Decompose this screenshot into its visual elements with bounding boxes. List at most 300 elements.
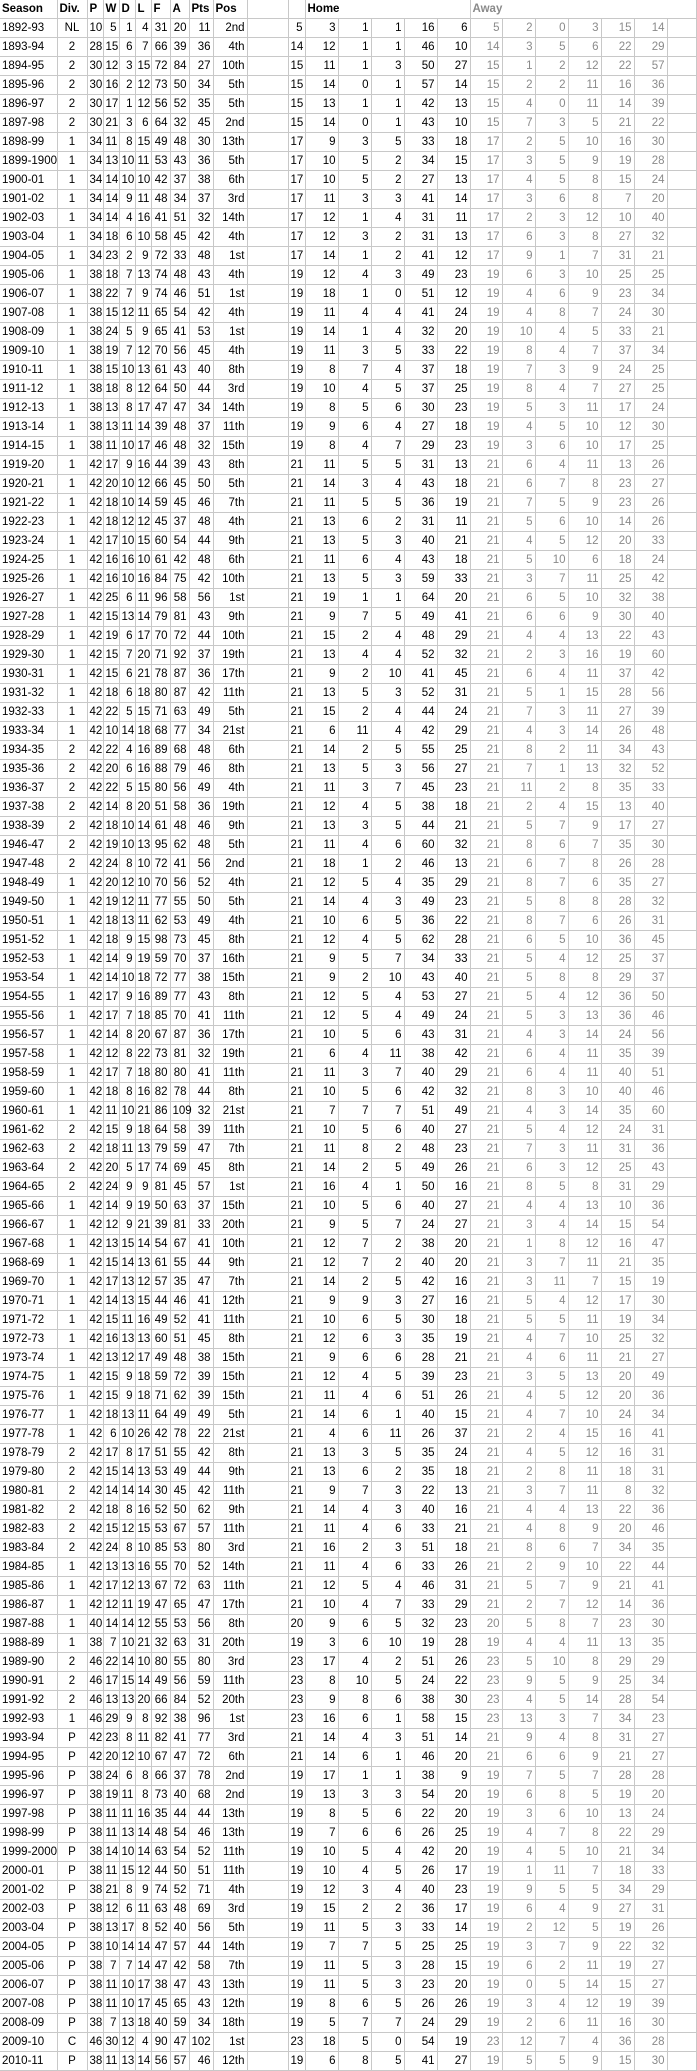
cell-away-p: 21 — [470, 741, 502, 760]
gap-cell — [247, 1007, 288, 1026]
cell-pos: 6th — [213, 1748, 247, 1767]
cell-away-p: 19 — [470, 1824, 502, 1843]
cell-a: 54 — [170, 1843, 189, 1862]
cell-away-d: 8 — [535, 1520, 568, 1539]
cell-d: 12 — [119, 1577, 135, 1596]
cell-home-f: 38 — [404, 1691, 437, 1710]
cell-home-f: 32 — [404, 1615, 437, 1634]
cell-season: 1906-07 — [0, 285, 57, 304]
cell-f: 67 — [151, 1748, 170, 1767]
cell-home-p: 19 — [288, 1976, 305, 1995]
cell-home-w: 15 — [305, 703, 338, 722]
cell-home-d: 7 — [338, 361, 371, 380]
cell-div: 1 — [57, 1406, 87, 1425]
cell-away-p: 17 — [470, 228, 502, 247]
cell-away-d: 4 — [535, 1121, 568, 1140]
table-row — [0, 1957, 696, 1976]
cell-home-f: 37 — [404, 380, 437, 399]
cell-home-l: 7 — [371, 437, 404, 456]
cell-away-d: 10 — [535, 551, 568, 570]
cell-d: 14 — [119, 1653, 135, 1672]
cell-away-a: 33 — [634, 532, 667, 551]
cell-home-a: 16 — [437, 1501, 470, 1520]
cell-home-f: 22 — [404, 1805, 437, 1824]
cell-away-a: 36 — [634, 76, 667, 95]
cell-away-w: 6 — [502, 608, 535, 627]
cell-home-p: 19 — [288, 266, 305, 285]
cell-home-f: 33 — [404, 1520, 437, 1539]
cell-away-f: 23 — [601, 285, 634, 304]
cell-w: 13 — [103, 152, 119, 171]
cell-pts: 50 — [189, 893, 213, 912]
cell-away-l: 14 — [568, 1102, 601, 1121]
cell-p: 38 — [87, 1900, 103, 1919]
cell-home-a: 21 — [437, 532, 470, 551]
cell-f: 49 — [151, 1672, 170, 1691]
table-row — [0, 2033, 696, 2052]
cell-away-w: 6 — [502, 1159, 535, 1178]
cell-home-p: 14 — [288, 38, 305, 57]
cell-w: 14 — [103, 950, 119, 969]
cell-away-a: 39 — [634, 95, 667, 114]
cell-home-a: 25 — [437, 1824, 470, 1843]
cell-away-l: 12 — [568, 1235, 601, 1254]
cell-f: 86 — [151, 1102, 170, 1121]
cell-away-f: 25 — [601, 570, 634, 589]
cell-away-l: 9 — [568, 1520, 601, 1539]
cell-home-d: 3 — [338, 779, 371, 798]
cell-pts: 31 — [189, 1634, 213, 1653]
cell-home-w: 13 — [305, 684, 338, 703]
cell-home-w: 12 — [305, 228, 338, 247]
cell-f: 77 — [151, 893, 170, 912]
table-row — [0, 513, 696, 532]
cell-away-w: 7 — [502, 703, 535, 722]
cell-home-w: 9 — [305, 1691, 338, 1710]
cell-w: 13 — [103, 1691, 119, 1710]
cell-home-w: 10 — [305, 380, 338, 399]
cell-away-w: 5 — [502, 1007, 535, 1026]
cell-home-p: 19 — [288, 1919, 305, 1938]
cell-away-d: 8 — [535, 969, 568, 988]
cell-a: 62 — [170, 836, 189, 855]
cell-home-d: 0 — [338, 114, 371, 133]
cell-home-p: 17 — [288, 209, 305, 228]
tail-cell — [667, 931, 696, 950]
gap-cell — [247, 1672, 288, 1691]
gap-cell — [247, 817, 288, 836]
cell-home-p: 21 — [288, 836, 305, 855]
cell-f: 50 — [151, 1197, 170, 1216]
cell-l: 18 — [135, 1387, 151, 1406]
cell-w: 13 — [103, 1558, 119, 1577]
cell-home-l: 1 — [371, 1178, 404, 1197]
cell-p: 42 — [87, 741, 103, 760]
cell-div: 2 — [57, 114, 87, 133]
cell-home-p: 21 — [288, 1159, 305, 1178]
cell-away-l: 9 — [568, 817, 601, 836]
cell-home-l: 6 — [371, 1520, 404, 1539]
cell-away-l: 8 — [568, 779, 601, 798]
tail-cell — [667, 1729, 696, 1748]
cell-home-w: 12 — [305, 1881, 338, 1900]
cell-away-a: 34 — [634, 1843, 667, 1862]
cell-w: 17 — [103, 1007, 119, 1026]
cell-f: 63 — [151, 1843, 170, 1862]
cell-l: 11 — [135, 304, 151, 323]
cell-f: 40 — [151, 2014, 170, 2033]
cell-home-a: 27 — [437, 2052, 470, 2071]
cell-a: 63 — [170, 703, 189, 722]
cell-away-w: 5 — [502, 2052, 535, 2071]
cell-season: 2008-09 — [0, 2014, 57, 2033]
cell-home-p: 21 — [288, 931, 305, 950]
gap-cell — [247, 38, 288, 57]
cell-home-a: 19 — [437, 2033, 470, 2052]
cell-pos: 2nd — [213, 114, 247, 133]
cell-p: 42 — [87, 1406, 103, 1425]
cell-away-w: 8 — [502, 836, 535, 855]
cell-away-w: 1 — [502, 1862, 535, 1881]
cell-home-a: 18 — [437, 1539, 470, 1558]
cell-home-w: 3 — [305, 19, 338, 38]
cell-l: 13 — [135, 836, 151, 855]
gap-cell — [247, 1634, 288, 1653]
cell-season: 1996-97 — [0, 1786, 57, 1805]
cell-season: 1912-13 — [0, 399, 57, 418]
cell-home-d: 1 — [338, 247, 371, 266]
table-row — [0, 1824, 696, 1843]
cell-away-f: 19 — [601, 1311, 634, 1330]
cell-away-w: 5 — [502, 969, 535, 988]
cell-pos: 6th — [213, 741, 247, 760]
cell-away-a: 25 — [634, 380, 667, 399]
cell-w: 12 — [103, 1045, 119, 1064]
cell-away-p: 19 — [470, 399, 502, 418]
cell-away-l: 12 — [568, 1292, 601, 1311]
cell-home-d: 3 — [338, 1786, 371, 1805]
cell-home-a: 23 — [437, 1615, 470, 1634]
cell-home-p: 21 — [288, 1273, 305, 1292]
cell-home-l: 5 — [371, 1995, 404, 2014]
cell-home-a: 31 — [437, 684, 470, 703]
cell-a: 45 — [170, 228, 189, 247]
cell-season: 1929-30 — [0, 646, 57, 665]
cell-away-f: 35 — [601, 1045, 634, 1064]
table-row — [0, 836, 696, 855]
cell-p: 42 — [87, 1178, 103, 1197]
cell-home-p: 15 — [288, 57, 305, 76]
cell-f: 56 — [151, 95, 170, 114]
cell-p: 42 — [87, 1596, 103, 1615]
cell-w: 17 — [103, 1577, 119, 1596]
cell-away-d: 3 — [535, 722, 568, 741]
cell-season: 1995-96 — [0, 1767, 57, 1786]
cell-home-p: 17 — [288, 228, 305, 247]
cell-season: 1986-87 — [0, 1596, 57, 1615]
cell-f: 67 — [151, 1026, 170, 1045]
cell-away-p: 21 — [470, 1501, 502, 1520]
cell-a: 67 — [170, 1235, 189, 1254]
gap-cell — [247, 570, 288, 589]
cell-away-l: 9 — [568, 1577, 601, 1596]
cell-away-f: 15 — [601, 1273, 634, 1292]
gap-cell — [247, 437, 288, 456]
cell-season: 1923-24 — [0, 532, 57, 551]
cell-d: 15 — [119, 1862, 135, 1881]
cell-away-a: 35 — [634, 1634, 667, 1653]
cell-l: 12 — [135, 475, 151, 494]
cell-w: 14 — [103, 190, 119, 209]
tail-cell — [667, 874, 696, 893]
cell-d: 14 — [119, 1615, 135, 1634]
cell-home-l: 5 — [371, 1444, 404, 1463]
cell-home-d: 5 — [338, 494, 371, 513]
tail-cell — [667, 722, 696, 741]
cell-away-w: 5 — [502, 1121, 535, 1140]
tail-cell — [667, 304, 696, 323]
cell-away-a: 41 — [634, 1425, 667, 1444]
cell-w: 20 — [103, 1159, 119, 1178]
cell-div: 1 — [57, 665, 87, 684]
cell-l: 26 — [135, 1425, 151, 1444]
cell-div: 2 — [57, 1178, 87, 1197]
gap-cell — [247, 722, 288, 741]
cell-away-l: 5 — [568, 1881, 601, 1900]
cell-home-a: 10 — [437, 38, 470, 57]
table-row — [0, 1615, 696, 1634]
cell-home-l: 6 — [371, 1083, 404, 1102]
cell-home-a: 16 — [437, 1178, 470, 1197]
cell-season: 1959-60 — [0, 1083, 57, 1102]
cell-home-p: 21 — [288, 570, 305, 589]
cell-l: 10 — [135, 551, 151, 570]
cell-d: 11 — [119, 1805, 135, 1824]
cell-d: 14 — [119, 1254, 135, 1273]
table-row — [0, 1938, 696, 1957]
cell-w: 14 — [103, 798, 119, 817]
cell-home-w: 10 — [305, 1197, 338, 1216]
table-row — [0, 399, 696, 418]
cell-home-f: 35 — [404, 1330, 437, 1349]
cell-home-p: 21 — [288, 1121, 305, 1140]
cell-season: 1919-20 — [0, 456, 57, 475]
cell-away-a: 48 — [634, 722, 667, 741]
cell-div: 1 — [57, 171, 87, 190]
cell-home-a: 22 — [437, 912, 470, 931]
gap-cell — [247, 1026, 288, 1045]
cell-away-d: 6 — [535, 1349, 568, 1368]
cell-home-d: 4 — [338, 380, 371, 399]
cell-d: 10 — [119, 836, 135, 855]
cell-season: 1905-06 — [0, 266, 57, 285]
cell-away-a: 32 — [634, 1330, 667, 1349]
tail-cell — [667, 703, 696, 722]
cell-away-l: 8 — [568, 171, 601, 190]
cell-away-f: 18 — [601, 1862, 634, 1881]
cell-home-d: 1 — [338, 1767, 371, 1786]
cell-season: 1956-57 — [0, 1026, 57, 1045]
cell-away-d: 4 — [535, 950, 568, 969]
cell-away-f: 29 — [601, 1653, 634, 1672]
cell-d: 12 — [119, 1349, 135, 1368]
cell-away-d: 5 — [535, 532, 568, 551]
cell-away-p: 19 — [470, 304, 502, 323]
cell-home-p: 21 — [288, 1197, 305, 1216]
cell-away-d: 3 — [535, 1140, 568, 1159]
cell-w: 20 — [103, 475, 119, 494]
cell-away-p: 21 — [470, 1539, 502, 1558]
cell-p: 42 — [87, 1539, 103, 1558]
cell-away-d: 7 — [535, 1254, 568, 1273]
cell-away-l: 12 — [568, 532, 601, 551]
cell-a: 40 — [170, 1786, 189, 1805]
cell-pts: 45 — [189, 114, 213, 133]
cell-away-p: 21 — [470, 1292, 502, 1311]
cell-away-d: 4 — [535, 1045, 568, 1064]
cell-pts: 37 — [189, 190, 213, 209]
cell-season: 1974-75 — [0, 1368, 57, 1387]
table-row — [0, 1083, 696, 1102]
cell-home-l: 10 — [371, 665, 404, 684]
cell-away-p: 23 — [470, 1672, 502, 1691]
cell-pos: 17th — [213, 1596, 247, 1615]
cell-home-l: 1 — [371, 95, 404, 114]
cell-pts: 59 — [189, 1672, 213, 1691]
cell-home-f: 49 — [404, 266, 437, 285]
cell-away-w: 4 — [502, 1824, 535, 1843]
cell-l: 7 — [135, 38, 151, 57]
cell-away-w: 4 — [502, 1026, 535, 1045]
cell-div: 1 — [57, 1083, 87, 1102]
cell-home-d: 2 — [338, 1900, 371, 1919]
cell-d: 10 — [119, 361, 135, 380]
cell-home-w: 9 — [305, 1216, 338, 1235]
cell-d: 8 — [119, 399, 135, 418]
cell-away-p: 19 — [470, 1900, 502, 1919]
cell-pos: 6th — [213, 171, 247, 190]
tail-cell — [667, 1311, 696, 1330]
cell-w: 7 — [103, 2014, 119, 2033]
cell-div: 1 — [57, 969, 87, 988]
cell-f: 42 — [151, 171, 170, 190]
cell-pts: 36 — [189, 1026, 213, 1045]
cell-away-p: 19 — [470, 1786, 502, 1805]
cell-home-p: 19 — [288, 1767, 305, 1786]
cell-home-d: 9 — [338, 1292, 371, 1311]
cell-home-d: 5 — [338, 874, 371, 893]
cell-l: 19 — [135, 1197, 151, 1216]
tail-cell — [667, 1957, 696, 1976]
cell-pts: 32 — [189, 1045, 213, 1064]
cell-away-d: 5 — [535, 1178, 568, 1197]
cell-away-a: 39 — [634, 1995, 667, 2014]
cell-l: 14 — [135, 494, 151, 513]
cell-home-l: 3 — [371, 1976, 404, 1995]
gap-cell — [247, 1938, 288, 1957]
table-row — [0, 1995, 696, 2014]
cell-d: 10 — [119, 1634, 135, 1653]
cell-w: 5 — [103, 19, 119, 38]
cell-pos: 5th — [213, 475, 247, 494]
cell-home-l: 5 — [371, 1311, 404, 1330]
cell-away-l: 8 — [568, 190, 601, 209]
cell-f: 58 — [151, 228, 170, 247]
cell-pos: 14th — [213, 209, 247, 228]
cell-away-w: 8 — [502, 912, 535, 931]
cell-d: 6 — [119, 627, 135, 646]
cell-home-p: 15 — [288, 114, 305, 133]
cell-d: 6 — [119, 589, 135, 608]
cell-p: 38 — [87, 304, 103, 323]
cell-pts: 44 — [189, 1463, 213, 1482]
tail-cell — [667, 855, 696, 874]
gap-cell — [247, 285, 288, 304]
cell-l: 14 — [135, 418, 151, 437]
cell-away-d: 5 — [535, 1311, 568, 1330]
cell-div: 1 — [57, 1216, 87, 1235]
cell-away-w: 7 — [502, 494, 535, 513]
cell-pts: 49 — [189, 779, 213, 798]
cell-home-a: 20 — [437, 1805, 470, 1824]
table-row — [0, 1197, 696, 1216]
cell-home-l: 3 — [371, 1330, 404, 1349]
cell-f: 72 — [151, 855, 170, 874]
cell-away-p: 19 — [470, 1843, 502, 1862]
tail-cell — [667, 1045, 696, 1064]
cell-home-a: 18 — [437, 551, 470, 570]
tail-cell — [667, 1140, 696, 1159]
cell-home-d: 3 — [338, 190, 371, 209]
tail-cell — [667, 133, 696, 152]
cell-pos: 5th — [213, 152, 247, 171]
cell-away-d: 5 — [535, 494, 568, 513]
cell-p: 38 — [87, 1767, 103, 1786]
cell-f: 89 — [151, 741, 170, 760]
cell-l: 16 — [135, 741, 151, 760]
cell-home-d: 4 — [338, 646, 371, 665]
cell-pts: 41 — [189, 1064, 213, 1083]
cell-away-a: 33 — [634, 779, 667, 798]
cell-home-w: 13 — [305, 1444, 338, 1463]
cell-l: 10 — [135, 228, 151, 247]
cell-away-l: 11 — [568, 1254, 601, 1273]
cell-season: 1988-89 — [0, 1634, 57, 1653]
cell-l: 9 — [135, 1178, 151, 1197]
cell-d: 7 — [119, 1064, 135, 1083]
cell-home-f: 35 — [404, 1444, 437, 1463]
cell-away-f: 15 — [601, 171, 634, 190]
cell-home-l: 3 — [371, 893, 404, 912]
cell-f: 71 — [151, 703, 170, 722]
cell-pos: 1st — [213, 1710, 247, 1729]
cell-div: 2 — [57, 1463, 87, 1482]
cell-away-l: 15 — [568, 798, 601, 817]
cell-season: 1893-94 — [0, 38, 57, 57]
cell-away-w: 9 — [502, 1881, 535, 1900]
cell-away-a: 24 — [634, 399, 667, 418]
gap-cell — [247, 1083, 288, 1102]
cell-away-a: 35 — [634, 1254, 667, 1273]
cell-season: 1946-47 — [0, 836, 57, 855]
cell-pts: 44 — [189, 1805, 213, 1824]
cell-div: 2 — [57, 1444, 87, 1463]
gap-cell — [247, 1805, 288, 1824]
cell-away-a: 26 — [634, 456, 667, 475]
cell-home-a: 21 — [437, 1520, 470, 1539]
cell-away-w: 4 — [502, 1330, 535, 1349]
tail-cell — [667, 209, 696, 228]
